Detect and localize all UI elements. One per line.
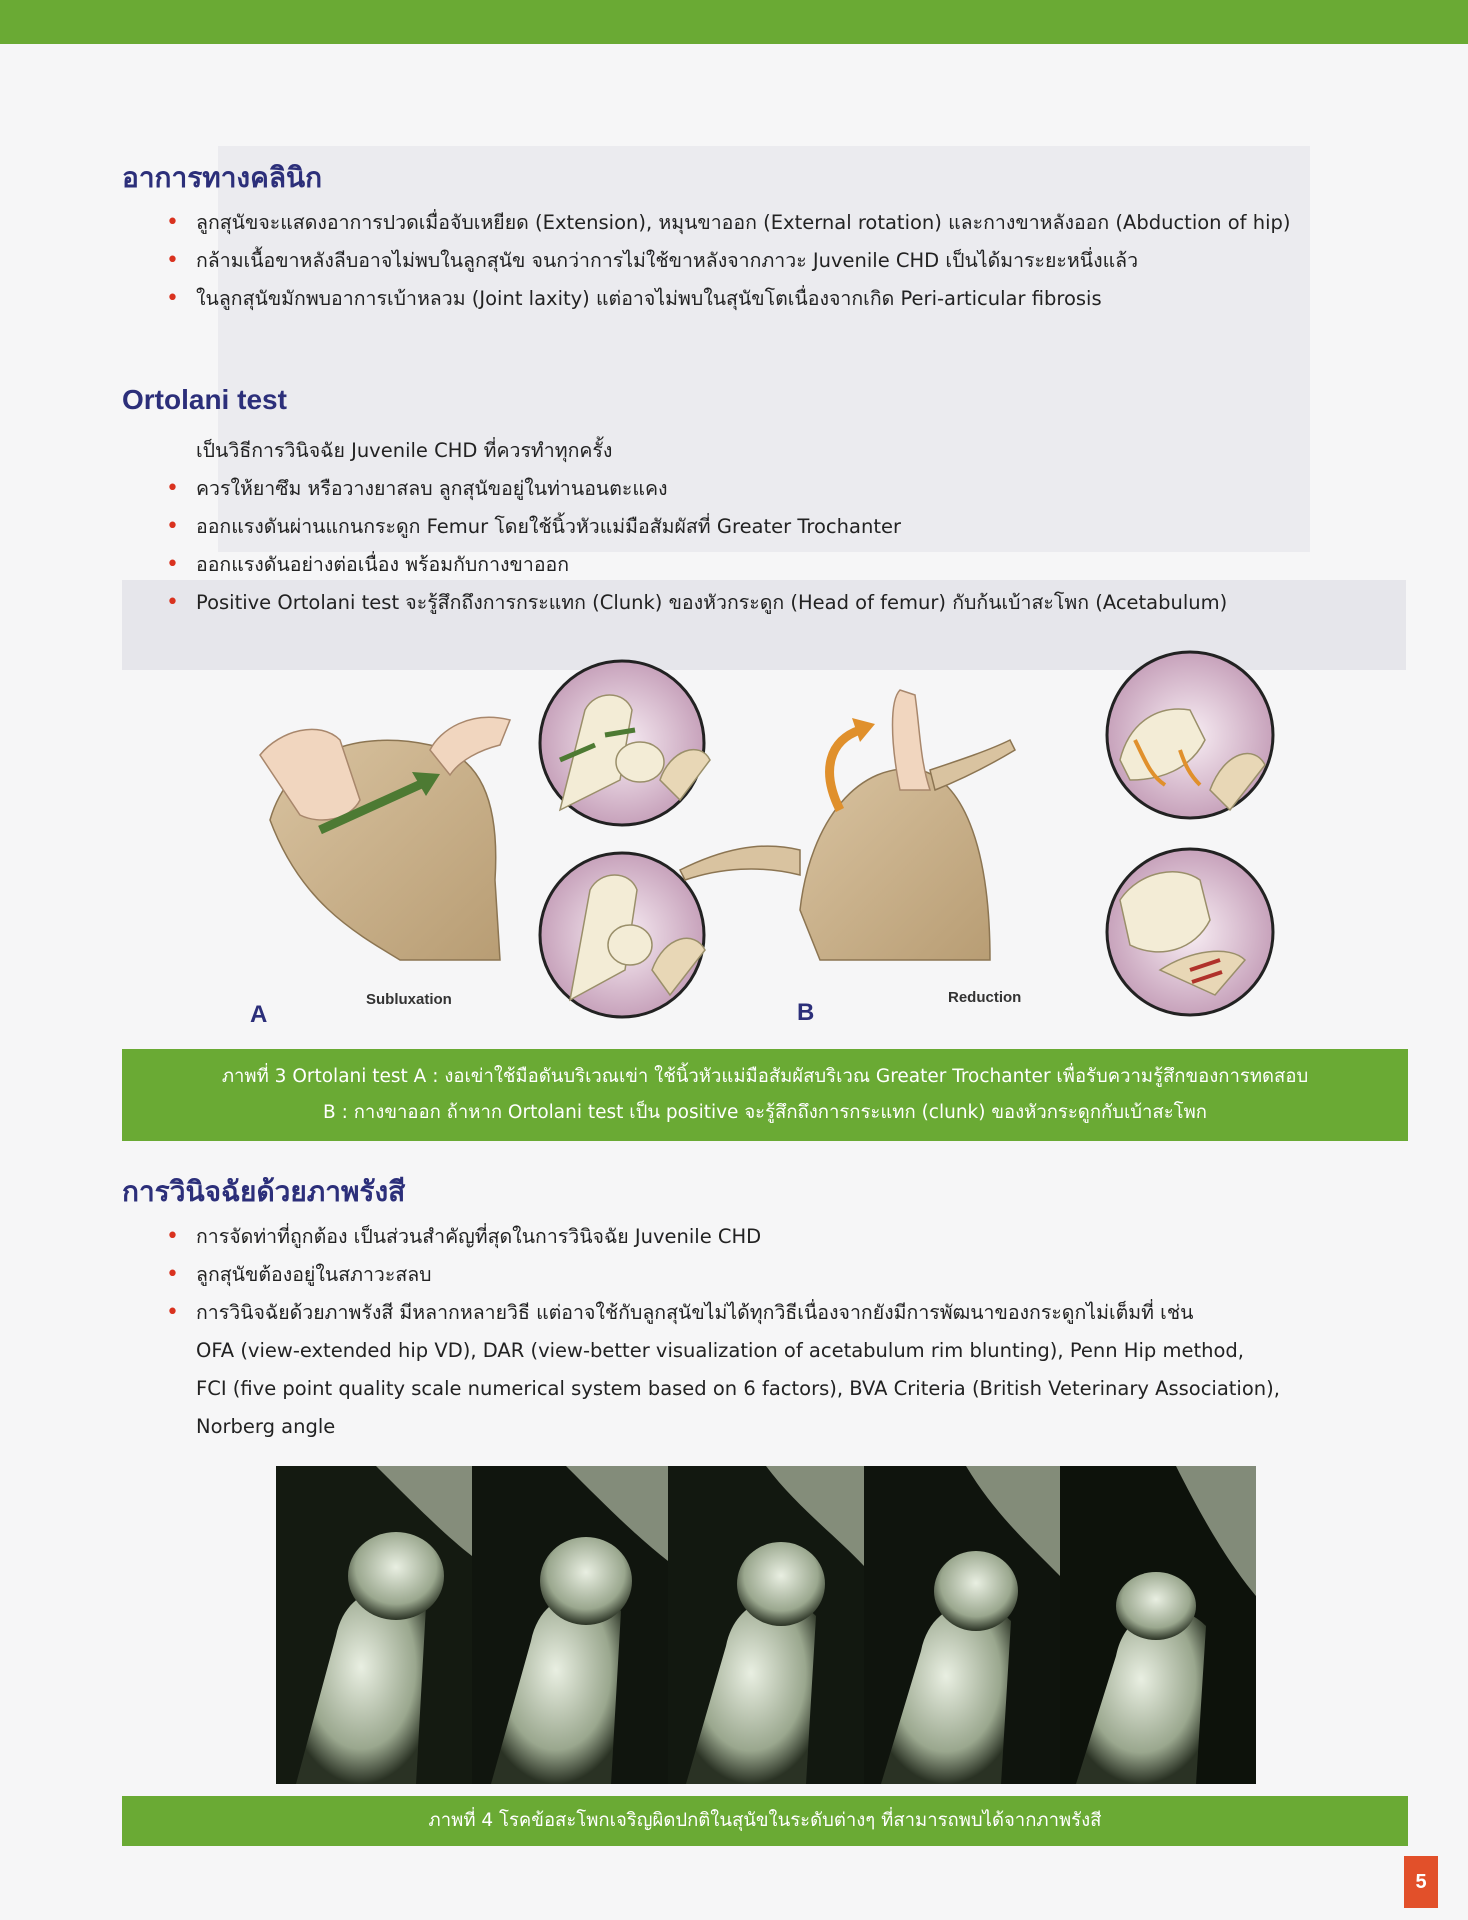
ortolani-heading: Ortolani test <box>122 384 287 415</box>
list-item: • การวินิจฉัยด้วยภาพรังสี มีหลากหลายวิธี แต่อาจใช้กับลูกสุนัขไม่ได้ทุกวิธีเนื่องจากยังมีการพัฒนาของกระดูกไม่เต็มที่ เช่น <box>196 1294 1416 1332</box>
figure-label-a: A <box>250 1001 268 1028</box>
ortolani-illustration <box>200 650 1310 1040</box>
subluxation-detail-top <box>540 661 710 825</box>
clinical-signs-heading: อาการทางคลินิก <box>122 162 323 193</box>
subluxation-scene <box>260 717 510 960</box>
radiograph-panel-4 <box>864 1466 1060 1784</box>
figure3-caption <box>122 1049 1408 1141</box>
ortolani-list <box>166 470 1416 622</box>
figure3-caption-line1: ภาพที่ 3 Ortolani test A : งอเข่าใช้มือดันบริเวณเข่า ใช้นิ้วหัวแม่มือสัมผัสบริเวณ Greater Trochanter เพื่อรับความรู้สึกของการทดสอบ <box>221 1066 1309 1087</box>
bullet-dot-icon: • <box>166 1300 179 1325</box>
list-item: • Positive Ortolani test จะรู้สึกถึงการกระแทก (Clunk) ของหัวกระดูก (Head of femur) กับก้นเบ้าสะโพก (Acetabulum) <box>196 584 1416 622</box>
top-accent-bar <box>0 0 1468 44</box>
figure4-caption: ภาพที่ 4 โรคข้อสะโพกเจริญผิดปกติในสุนัขในระดับต่างๆ ที่สามารถพบได้จากภาพรังสี <box>122 1796 1408 1846</box>
radiograph-panel-2 <box>472 1466 668 1784</box>
list-item: • ควรให้ยาซึม หรือวางยาสลบ ลูกสุนัขอยู่ในท่านอนตะแคง <box>196 470 1416 508</box>
reduction-scene <box>680 690 1015 960</box>
list-item: • กล้ามเนื้อขาหลังลีบอาจไม่พบในลูกสุนัข จนกว่าการไม่ใช้ขาหลังจากภาวะ Juvenile CHD เป็นได้มาระยะหนึ่งแล้ว <box>196 242 1416 280</box>
bullet-dot-icon: • <box>166 514 179 539</box>
bullet-dot-icon: • <box>166 1262 179 1287</box>
page-number: 5 <box>1404 1856 1438 1908</box>
bullet-dot-icon: • <box>166 476 179 501</box>
list-item: Norberg angle <box>196 1415 336 1438</box>
bullet-dot-icon: • <box>166 1224 179 1249</box>
reduction-label: Reduction <box>948 989 1022 1006</box>
bullet-dot-icon: • <box>166 210 179 235</box>
radiography-heading: การวินิจฉัยด้วยภาพรังสี <box>122 1176 406 1207</box>
radiograph-panel-3 <box>668 1466 864 1784</box>
list-item: FCI (five point quality scale numerical system based on 6 factors), BVA Criteria (British Veterinary Association), <box>196 1377 1280 1400</box>
radiograph-panel-1 <box>276 1466 472 1784</box>
ortolani-drawing <box>200 650 1310 1040</box>
list-item: • ออกแรงดันอย่างต่อเนื่อง พร้อมกับกางขาออก <box>196 546 1416 584</box>
radiograph-panel-5 <box>1060 1466 1256 1784</box>
radiograph-drawing <box>276 1466 1256 1784</box>
subluxation-detail-bottom <box>540 853 705 1017</box>
list-item: • ลูกสุนัขจะแสดงอาการปวดเมื่อจับเหยียด (Extension), หมุนขาออก (External rotation) และกางขาหลังออก (Abduction of hip) <box>196 204 1416 242</box>
bullet-dot-icon: • <box>166 552 179 577</box>
subluxation-label: Subluxation <box>366 991 452 1008</box>
figure3-caption-line2: B : กางขาออก ถ้าหาก Ortolani test เป็น positive จะรู้สึกถึงการกระแทก (clunk) ของหัวกระดูกกับเบ้าสะโพก <box>323 1102 1207 1123</box>
list-item: OFA (view-extended hip VD), DAR (view-better visualization of acetabulum rim blunting), Penn Hip method, <box>196 1339 1244 1362</box>
bullet-dot-icon: • <box>166 286 179 311</box>
list-item: • ในลูกสุนัขมักพบอาการเบ้าหลวม (Joint laxity) แต่อาจไม่พบในสุนัขโตเนื่องจากเกิด Peri-articular fibrosis <box>196 280 1416 318</box>
list-item: • ลูกสุนัขต้องอยู่ในสภาวะสลบ <box>196 1256 1416 1294</box>
list-item: • ออกแรงดันผ่านแกนกระดูก Femur โดยใช้นิ้วหัวแม่มือสัมผัสที่ Greater Trochanter <box>196 508 1416 546</box>
hip-radiograph-strip <box>276 1466 1256 1784</box>
reduction-detail-top <box>1107 652 1273 818</box>
radiography-list <box>166 1218 1416 1446</box>
figure-label-b: B <box>797 999 815 1026</box>
clinical-signs-list <box>166 204 1416 318</box>
list-item: • การจัดท่าที่ถูกต้อง เป็นส่วนสำคัญที่สุดในการวินิจฉัย Juvenile CHD <box>196 1218 1416 1256</box>
reduction-detail-bottom <box>1107 849 1273 1015</box>
bullet-dot-icon: • <box>166 248 179 273</box>
bullet-dot-icon: • <box>166 590 179 615</box>
ortolani-intro: เป็นวิธีการวินิจฉัย Juvenile CHD ที่ควรทำทุกครั้ง <box>196 439 613 462</box>
